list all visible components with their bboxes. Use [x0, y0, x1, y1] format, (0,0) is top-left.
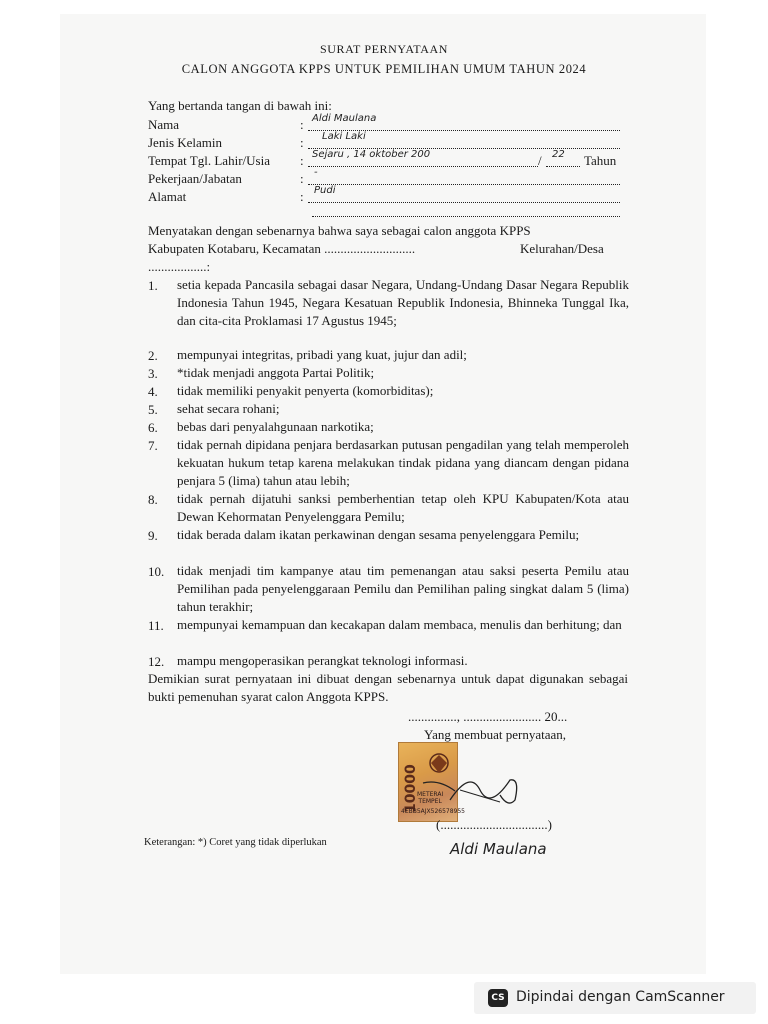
field-label-pekerjaan: Pekerjaan/Jabatan	[148, 171, 242, 186]
list-item-number: 10.	[148, 564, 165, 579]
scanner-badge	[474, 982, 756, 1014]
field-colon: :	[300, 153, 304, 168]
stamp-value: 10000	[403, 764, 419, 813]
list-item: sehat secara rohani;	[177, 401, 280, 416]
field-line-pekerjaan	[308, 184, 620, 185]
stamp-code: 4EBB5AJX526578955	[401, 808, 465, 815]
field-value-jenis-kelamin: Laki Laki	[322, 131, 366, 142]
signature-name: Aldi Maulana	[450, 840, 547, 858]
intro-text: Yang bertanda tangan di bawah ini:	[148, 98, 332, 113]
list-item: bebas dari penyalahgunaan narkotika;	[177, 419, 374, 434]
list-item-number: 11.	[148, 618, 164, 633]
list-item-number: 8.	[148, 492, 158, 507]
list-item-number: 1.	[148, 278, 158, 293]
list-item: tidak pernah dijatuhi sanksi pemberhentian tetap oleh KPU Kabupaten/Kota atau Dewan Kehormatan Penyelenggara Pemilu;	[177, 491, 629, 524]
list-item-number: 4.	[148, 384, 158, 399]
field-value-pekerjaan: -	[314, 167, 318, 178]
list-item: mempunyai kemampuan dan kecakapan dalam membaca, menulis dan berhitung; dan	[177, 617, 622, 632]
list-item-number: 9.	[148, 528, 158, 543]
note-text: Keterangan: *) Coret yang tidak diperlukan	[144, 837, 327, 848]
signature-bracket: (.................................)	[436, 817, 552, 832]
date-line: ..............., ........................ 20...	[408, 709, 568, 724]
field-label-ttl: Tempat Tgl. Lahir/Usia	[148, 153, 270, 168]
list-item: tidak menjadi tim kampanye atau tim pemenangan atau saksi peserta Pemilu atau Pemilihan pada penyelenggaraan Pemilu dan Pemilihan paling singkat dalam 5 (lima) tahun terakhir;	[177, 563, 629, 614]
list-item-number: 3.	[148, 366, 158, 381]
list-item-number: 12.	[148, 654, 165, 669]
list-item-number: 7.	[148, 438, 158, 453]
field-line-ttl	[308, 166, 538, 167]
document-subtitle: CALON ANGGOTA KPPS UNTUK PEMILIHAN UMUM TAHUN 2024	[181, 62, 587, 76]
field-label-nama: Nama	[148, 117, 180, 132]
list-item: tidak berada dalam ikatan perkawinan dengan sesama penyelenggara Pemilu;	[177, 527, 580, 542]
scanner-badge-text: Dipindai dengan CamScanner	[516, 989, 725, 1005]
field-colon: :	[300, 171, 304, 186]
field-label-tahun: Tahun	[584, 153, 617, 168]
field-value-usia: 22	[552, 149, 565, 160]
field-line-usia	[546, 166, 580, 167]
field-line-alamat-2	[312, 216, 620, 217]
field-colon: :	[300, 189, 304, 204]
field-value-nama: Aldi Maulana	[312, 113, 377, 124]
list-item: tidak memiliki penyakit penyerta (komorbiditas);	[177, 383, 434, 398]
list-item-number: 6.	[148, 420, 158, 435]
statement-line-2: Kabupaten Kotabaru, Kecamatan ............................	[148, 241, 416, 256]
field-value-ttl: Sejaru , 14 oktober 200	[312, 149, 431, 160]
stamp-label: METERAI TEMPEL	[417, 791, 444, 805]
field-line-alamat	[308, 202, 620, 203]
signature-scribble	[440, 760, 530, 810]
field-colon: :	[300, 135, 304, 150]
field-label-jenis-kelamin: Jenis Kelamin	[148, 135, 223, 150]
statement-line-1: Menyatakan dengan sebenarnya bahwa saya sebagai calon anggota KPPS	[148, 223, 531, 238]
statement-line-3: ..................:	[148, 259, 211, 274]
field-label-alamat: Alamat	[148, 189, 187, 204]
camscanner-icon: CS	[488, 989, 508, 1007]
list-item: setia kepada Pancasila sebagai dasar Negara, Undang-Undang Dasar Negara Republik Indonesia Tahun 1945, Negara Kesatuan Republik Indonesia, Bhinneka Tunggal Ika, dan cita-cita Proklamasi 17 Agustus 1945;	[177, 277, 629, 328]
list-item-number: 5.	[148, 402, 158, 417]
signer-title: Yang membuat pernyataan,	[424, 727, 567, 742]
statement-kelurahan: Kelurahan/Desa	[520, 241, 604, 256]
list-item: *tidak menjadi anggota Partai Politik;	[177, 365, 375, 380]
document-title: SURAT PERNYATAAN	[319, 42, 449, 56]
field-colon: :	[300, 117, 304, 132]
closing-paragraph: Demikian surat pernyataan ini dibuat dengan sebenarnya untuk dapat digunakan sebagai bukti pemenuhan syarat calon Anggota KPPS.	[148, 671, 628, 704]
list-item: mampu mengoperasikan perangkat teknologi informasi.	[177, 653, 468, 668]
field-value-alamat: Pudi	[314, 185, 336, 196]
list-item: mempunyai integritas, pribadi yang kuat, jujur dan adil;	[177, 347, 467, 362]
list-item: tidak pernah dipidana penjara berdasarkan putusan pengadilan yang telah memperoleh kekuatan hukum tetap karena melakukan tindak pidana yang diancam dengan pidana penjara 5 (lima) tahun atau lebih;	[177, 437, 629, 488]
list-item-number: 2.	[148, 348, 158, 363]
